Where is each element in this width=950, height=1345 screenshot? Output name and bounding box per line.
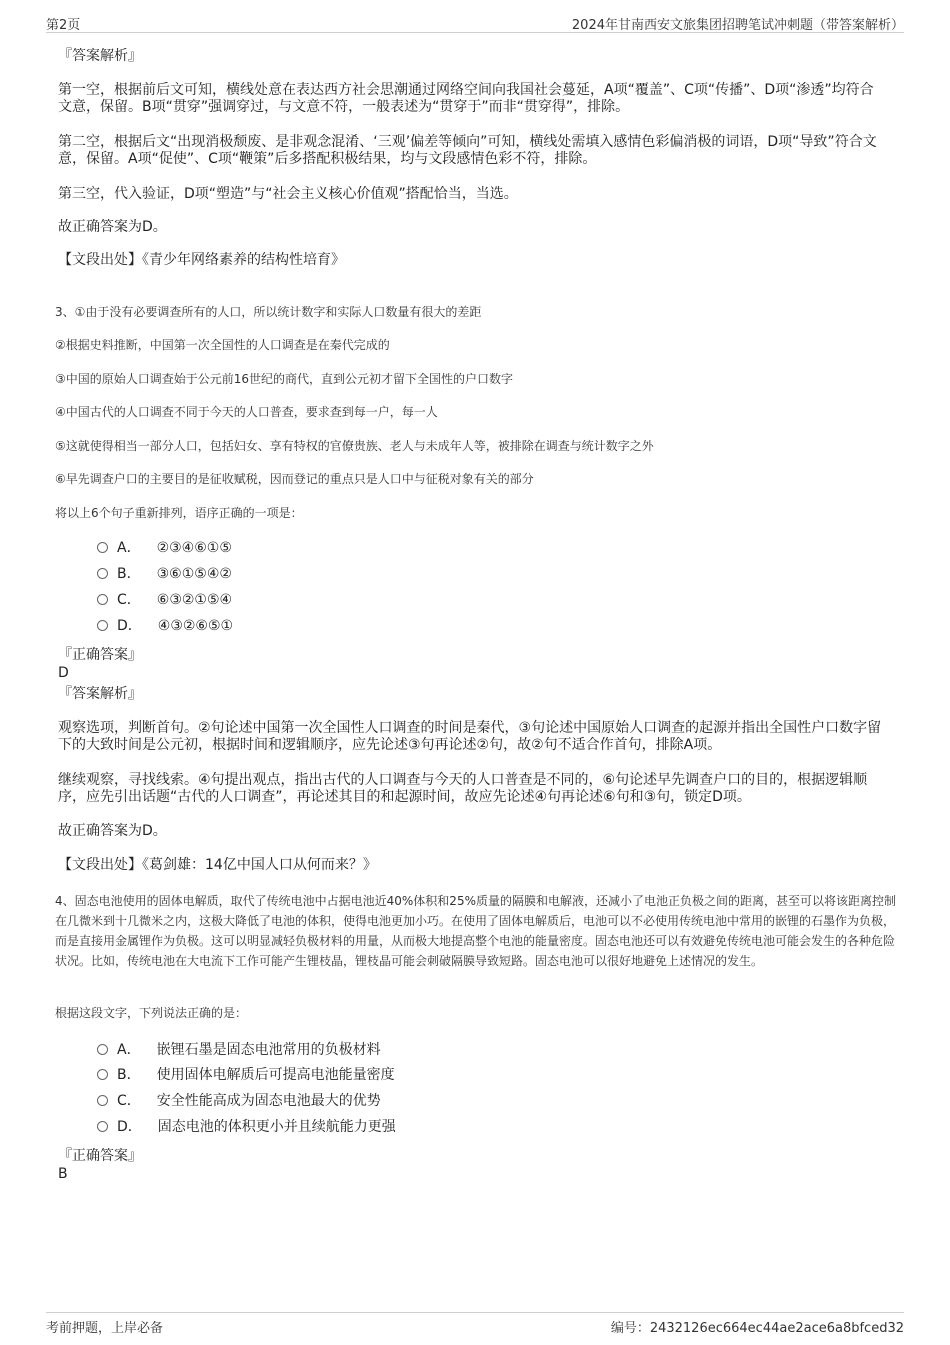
q2-conclusion: 故正确答案为D。 <box>58 219 167 235</box>
q3-sentence-3: ③中国的原始人口调查始于公元前16世纪的商代，直到公元初才留下全国性的户口数字 <box>55 372 514 386</box>
option-text: 安全性能高成为固态电池最大的优势 <box>156 1093 381 1109</box>
document-code <box>611 1317 904 1336</box>
q3-option-a[interactable] <box>97 538 232 558</box>
q4-option-c[interactable] <box>97 1091 381 1111</box>
q4-option-b[interactable] <box>97 1065 395 1085</box>
option-letter: D． <box>117 1119 142 1135</box>
q4-option-d[interactable] <box>97 1117 396 1137</box>
option-letter: C． <box>117 592 141 608</box>
option-letter: A． <box>117 540 141 556</box>
radio-icon[interactable] <box>97 542 108 553</box>
radio-icon[interactable] <box>97 594 108 605</box>
q3-sentence-2: ②根据史料推断，中国第一次全国性的人口调查是在秦代完成的 <box>55 338 390 352</box>
option-letter: A． <box>117 1042 141 1058</box>
option-text: 使用固体电解质后可提高电池能量密度 <box>156 1067 395 1083</box>
radio-icon[interactable] <box>97 620 108 631</box>
q3-option-d[interactable] <box>97 616 233 636</box>
option-letter: B． <box>117 1067 141 1083</box>
radio-icon[interactable] <box>97 1069 108 1080</box>
q4-passage: 4、固态电池使用的固体电解质，取代了传统电池中占据电池近40%体积和25%质量的隔膜和电解液，还减小了电池正负极之间的距离，甚至可以将该距离控制在几微米到十几微米之内，这极大降低了电池的体积，使得电池更加小巧。在使用了固体电解质后，电池可以不必使用传统电池中常用的嵌锂的石墨作为负极，而是直接用金属锂作为负极。这可以明显减轻负极材料的用量，从而极大地提高整个电池的能量密度。固态电池还可以有效避免传统电池可能会发生的各种危险状况。比如，传统电池在大电流下工作可能产生锂枝晶，锂枝晶可能会刺破隔膜导致短路。固态电池可以很好地避免上述情况的发生。 <box>55 894 896 968</box>
q2-analysis-p1: 第一空，根据前后文可知，横线处意在表达西方社会思潮通过网络空间向我国社会蔓延，A项“覆盖”、C项“传播”、D项“渗透”均符合文意，保留。B项“贯穿”强调穿过，与文意不符，一般表述为“贯穿于”而非“贯穿得”，排除。 <box>58 82 874 115</box>
q3-option-b[interactable] <box>97 564 232 584</box>
q2-analysis-p3: 第三空，代入验证，D项“塑造”与“社会主义核心价值观”搭配恰当，当选。 <box>58 186 518 202</box>
option-letter: C． <box>117 1093 141 1109</box>
q2-analysis-label: 『答案解析』 <box>58 48 142 64</box>
option-text: 固态电池的体积更小并且续航能力更强 <box>157 1119 396 1135</box>
radio-icon[interactable] <box>97 1121 108 1132</box>
q4-answer-label: 『正确答案』 <box>58 1148 142 1164</box>
q3-analysis-p1: 观察选项，判断首句。②句论述中国第一次全国性人口调查的时间是秦代，③句论述中国原始人口调查的起源并指出全国性户口数字留下的大致时间是公元初，根据时间和逻辑顺序，应先论述③句再论述②句，故②句不适合作首句，排除A项。 <box>58 720 882 753</box>
q3-sentence-4: ④中国古代的人口调查不同于今天的人口普查，要求查到每一户，每一人 <box>55 405 438 419</box>
q3-sentence-6: ⑥早先调查户口的主要目的是征收赋税，因而登记的重点只是人口中与征税对象有关的部分 <box>55 472 534 486</box>
code-value: 2432126ec664ec44ae2ace6a8bfced32 <box>649 1321 904 1336</box>
q3-analysis-p2: 继续观察，寻找线索。④句提出观点，指出古代的人口调查与今天的人口普查是不同的，⑥句论述早先调查户口的目的，根据逻辑顺序，应先引出话题“古代的人口调查”，再论述其目的和起源时间，故应先论述④句再论述⑥句和③句，锁定D项。 <box>58 772 868 805</box>
page-number: 第2页 <box>46 18 81 33</box>
q2-source: 【文段出处】《青少年网络素养的结构性培育》 <box>58 252 345 268</box>
q4-option-a[interactable] <box>97 1040 381 1060</box>
q3-answer-label: 『正确答案』 <box>58 647 142 663</box>
q3-question: 将以上6个句子重新排列，语序正确的一项是： <box>55 506 303 520</box>
page-header <box>46 10 904 33</box>
q3-sentence-5: ⑤这就使得相当一部分人口，包括妇女、享有特权的官僚贵族、老人与未成年人等，被排除在调查与统计数字之外 <box>55 439 654 453</box>
q3-option-c[interactable] <box>97 590 232 610</box>
option-text: ②③④⑥①⑤ <box>156 540 232 556</box>
option-text: 嵌锂石墨是固态电池常用的负极材料 <box>156 1042 381 1058</box>
code-label: 编号： <box>610 1321 650 1336</box>
radio-icon[interactable] <box>97 1044 108 1055</box>
q4-answer: B <box>58 1166 68 1182</box>
option-letter: B． <box>117 566 141 582</box>
q3-answer: D <box>58 665 69 681</box>
q3-analysis-label: 『答案解析』 <box>58 686 142 702</box>
page-footer <box>46 1312 904 1339</box>
q2-analysis-p2: 第二空，根据后文“出现消极颓废、是非观念混淆、‘三观’偏差等倾向”可知，横线处需填入感情色彩偏消极的词语，D项“导致”符合文意，保留。A项“促使”、C项“鞭策”后多搭配积极结果，均与文段感情色彩不符，排除。 <box>58 134 877 167</box>
radio-icon[interactable] <box>97 568 108 579</box>
option-letter: D． <box>117 618 142 634</box>
q3-source: 【文段出处】《葛剑雄：14亿中国人口从何而来？》 <box>58 857 377 873</box>
radio-icon[interactable] <box>97 1095 108 1106</box>
option-text: ④③②⑥⑤① <box>157 618 234 634</box>
q4-question: 根据这段文字，下列说法正确的是： <box>55 1006 248 1020</box>
q3-sentence-1: 3、①由于没有必要调查所有的人口，所以统计数字和实际人口数量有很大的差距 <box>55 305 482 319</box>
q3-conclusion: 故正确答案为D。 <box>58 823 167 839</box>
document-title: 2024年甘南西安文旅集团招聘笔试冲刺题（带答案解析） <box>571 18 904 33</box>
option-text: ③⑥①⑤④② <box>156 566 232 582</box>
option-text: ⑥③②①⑤④ <box>156 592 233 608</box>
footer-slogan: 考前押题，上岸必备 <box>46 1321 164 1336</box>
